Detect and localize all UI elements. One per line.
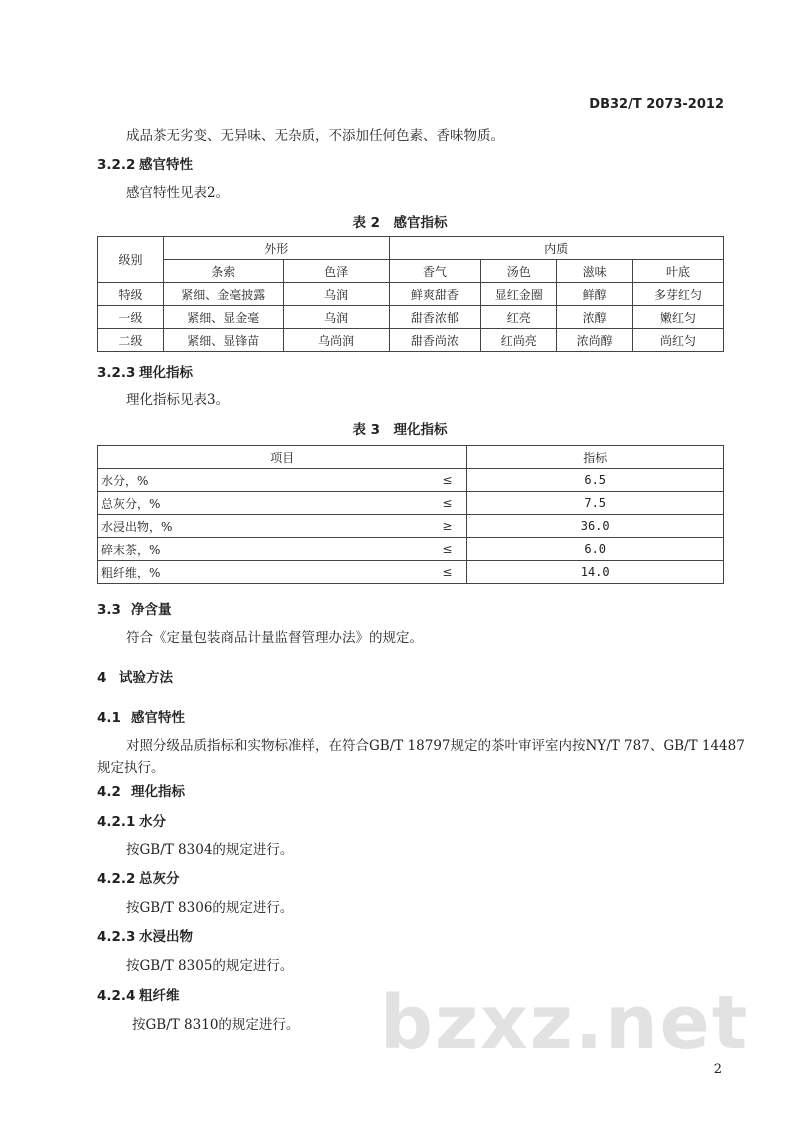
section-title: 理化指标 (139, 365, 193, 381)
table-cell: 浓尚醇 (557, 329, 633, 352)
table-row (98, 329, 724, 352)
table-3-physicochemical (97, 445, 724, 584)
section-title: 总灰分 (139, 871, 180, 887)
table-cell: 紧细、金毫披露 (163, 283, 283, 306)
section-4-heading (97, 666, 173, 686)
table-cell: 二级 (98, 329, 164, 352)
column-header: 汤色 (481, 260, 557, 283)
table-cell: 一级 (98, 306, 164, 329)
section-4-2-2-heading (97, 867, 180, 887)
table-cell: 浓醇 (557, 306, 633, 329)
table-cell: ≤ (347, 492, 467, 515)
section-title: 理化指标 (131, 784, 185, 800)
table-cell: ≤ (347, 469, 467, 492)
section-number: 4 (97, 670, 107, 686)
section-3-2-3-heading (97, 361, 193, 381)
table-cell: 总灰分，% (98, 492, 348, 515)
table-cell: 红尚亮 (481, 329, 557, 352)
section-title: 感官特性 (131, 710, 185, 726)
section-4-2-heading (97, 780, 185, 800)
table-cell: 水浸出物，% (98, 515, 348, 538)
section-4-2-1-heading (97, 810, 166, 830)
column-header: 条索 (163, 260, 283, 283)
section-4-2-3-heading (97, 925, 193, 945)
table-cell: 鲜醇 (557, 283, 633, 306)
column-header: 叶底 (633, 260, 724, 283)
table-cell: 甜香尚浓 (389, 329, 481, 352)
table-header-value: 指标 (467, 446, 724, 469)
table-row (98, 492, 724, 515)
section-4-1-text-line2: 规定执行。 (97, 760, 165, 776)
table-header-inner-quality: 内质 (389, 237, 723, 260)
table-cell: ≤ (347, 561, 467, 584)
table-cell: 多芽红匀 (633, 283, 724, 306)
table-3-caption: 表 3 理化指标 (352, 422, 448, 438)
table-2-caption: 表 2 感官指标 (352, 215, 448, 231)
table-cell: 紧细、显金毫 (163, 306, 283, 329)
section-4-1-heading (97, 706, 185, 726)
section-number: 3.2.3 (97, 365, 136, 381)
section-4-2-4-heading (97, 984, 180, 1004)
table-row (98, 469, 724, 492)
section-title: 试验方法 (119, 670, 173, 686)
table-cell: 鲜爽甜香 (389, 283, 481, 306)
table-row (98, 306, 724, 329)
table-cell: 紧细、显锋苗 (163, 329, 283, 352)
watermark: bzxz.net (380, 980, 750, 1066)
section-4-2-2-text: 按GB/T 8306的规定进行。 (126, 900, 294, 916)
section-title: 粗纤维 (139, 988, 180, 1004)
intro-paragraph: 成品茶无劣变、无异味、无杂质，不添加任何色素、香味物质。 (126, 128, 504, 144)
section-title: 感官特性 (139, 157, 193, 173)
section-title: 水分 (139, 814, 166, 830)
table-cell: 显红金圈 (481, 283, 557, 306)
section-4-2-4-text: 按GB/T 8310的规定进行。 (132, 1017, 300, 1033)
section-4-2-1-text: 按GB/T 8304的规定进行。 (126, 842, 294, 858)
table-header-grade: 级别 (98, 237, 164, 283)
table-cell: 乌润 (283, 283, 389, 306)
section-number: 4.2.2 (97, 871, 136, 887)
section-title: 水浸出物 (139, 929, 193, 945)
table-header-appearance: 外形 (163, 237, 389, 260)
table-cell: 甜香浓郁 (389, 306, 481, 329)
section-4-2-3-text: 按GB/T 8305的规定进行。 (126, 958, 294, 974)
table-row (98, 538, 724, 561)
table-cell: 6.5 (467, 469, 724, 492)
column-header: 香气 (389, 260, 481, 283)
section-3-2-2-heading (97, 153, 193, 173)
table-cell: 乌尚润 (283, 329, 389, 352)
section-number: 4.2.1 (97, 814, 136, 830)
table-cell: 尚红匀 (633, 329, 724, 352)
table-cell: 6.0 (467, 538, 724, 561)
table-row (98, 283, 724, 306)
table-cell: ≤ (347, 538, 467, 561)
section-number: 4.2.4 (97, 988, 136, 1004)
section-number: 4.1 (97, 710, 121, 726)
table-cell: 嫩红匀 (633, 306, 724, 329)
section-3-2-2-text: 感官特性见表2。 (126, 185, 230, 201)
column-header: 滋味 (557, 260, 633, 283)
table-cell: 7.5 (467, 492, 724, 515)
table-cell: 乌润 (283, 306, 389, 329)
table-cell: 红亮 (481, 306, 557, 329)
section-title: 净含量 (131, 602, 172, 618)
table-cell: ≥ (347, 515, 467, 538)
section-number: 4.2 (97, 784, 121, 800)
table-row (98, 515, 724, 538)
document-id: DB32/T 2073-2012 (589, 97, 724, 112)
table-cell: 14.0 (467, 561, 724, 584)
section-3-3-heading (97, 598, 172, 618)
table-cell: 特级 (98, 283, 164, 306)
column-header: 色泽 (283, 260, 389, 283)
table-header-item: 项目 (98, 446, 467, 469)
table-2-sensory (97, 236, 724, 352)
section-number: 3.2.2 (97, 157, 136, 173)
table-row (98, 561, 724, 584)
table-cell: 水分，% (98, 469, 348, 492)
table-cell: 36.0 (467, 515, 724, 538)
section-number: 3.3 (97, 602, 121, 618)
table-cell: 碎末茶，% (98, 538, 348, 561)
section-3-2-3-text: 理化指标见表3。 (126, 392, 230, 408)
section-3-3-text: 符合《定量包装商品计量监督管理办法》的规定。 (126, 630, 423, 646)
section-number: 4.2.3 (97, 929, 136, 945)
page-number: 2 (713, 1062, 722, 1077)
section-4-1-text-line1: 对照分级品质指标和实物标准样，在符合GB/T 18797规定的茶叶审评室内按NY/T 787、GB/T 14487 (126, 738, 745, 754)
table-cell: 粗纤维，% (98, 561, 348, 584)
